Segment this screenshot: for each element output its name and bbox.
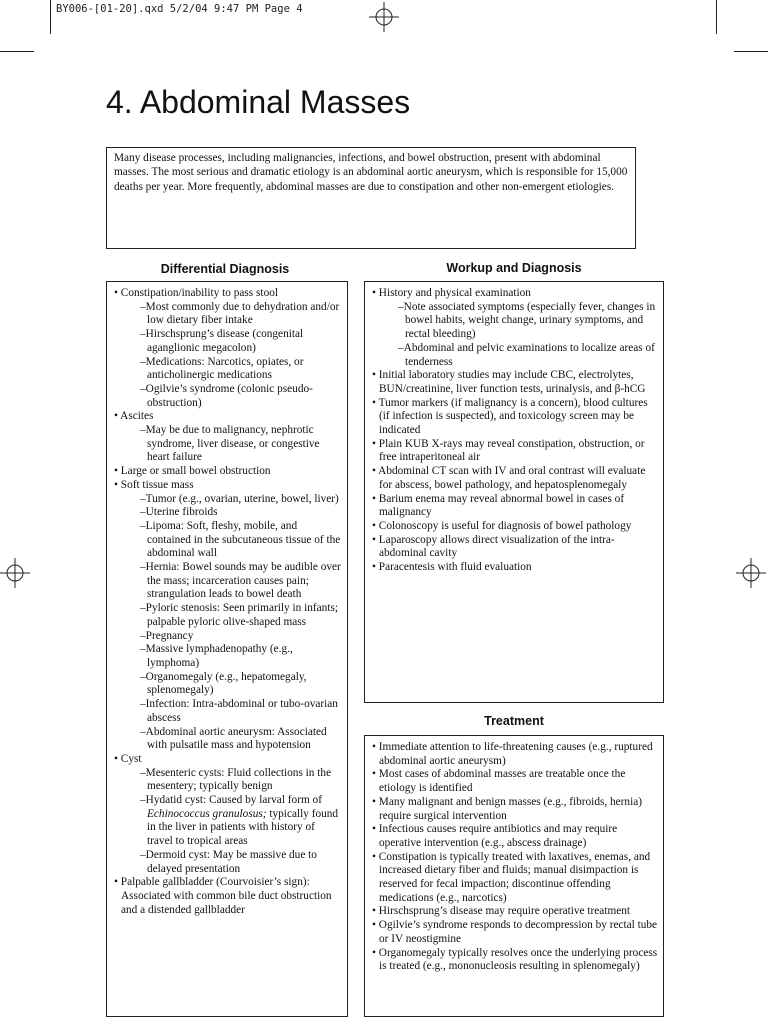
intro-box: Many disease processes, including malignancies, infections, and bowel obstruction, present with abdominal masses. The most serious and dramatic etiology is an abdominal aortic aneurysm, which is responsible for 15,000 deaths per year. More frequently, abdominal masses are due to constipation and other non-emergent etiologies. <box>106 147 636 249</box>
registration-mark-left-icon <box>0 558 30 588</box>
list-item <box>372 823 658 850</box>
list-item <box>372 561 658 575</box>
list-item-text: Laparoscopy allows direct visualization of the intra-abdominal cavity <box>378 533 615 560</box>
registration-mark-right-icon <box>736 558 766 588</box>
list-item <box>114 876 342 917</box>
list-item-text: Colonoscopy is useful for diagnosis of bowel pathology <box>378 519 632 532</box>
list-item-text: Hirschsprung’s disease may require operative treatment <box>378 905 631 918</box>
sub-list-item: – May be due to malignancy, nephrotic syndrome, liver disease, or congestive heart failure <box>121 424 342 465</box>
list-item-text: Most cases of abdominal masses are treatable once the etiology is identified <box>378 768 626 795</box>
sub-list <box>121 424 342 465</box>
list-item-text: Abdominal CT scan with IV and oral contrast will evaluate for abscess, bowel pathology, and hepatosplenomegaly <box>378 465 646 491</box>
trim-mark-top-right <box>716 0 717 34</box>
sub-list-item: – Infection: Intra-abdominal or tubo-ovarian abscess <box>121 698 342 725</box>
differential-box <box>106 281 348 1017</box>
workup-box <box>364 281 664 703</box>
sub-list <box>379 301 658 370</box>
list-item-text: Many malignant and benign masses (e.g., fibroids, hernia) require surgical intervention <box>378 795 642 822</box>
print-slug: BY006-[01-20].qxd 5/2/04 9:47 PM Page 4 <box>56 3 303 15</box>
list-item <box>372 493 658 520</box>
list-item <box>372 796 658 823</box>
page-title: 4. Abdominal Masses <box>106 84 411 120</box>
sub-list <box>121 493 342 753</box>
list-item-text: Plain KUB X-rays may reveal constipation, obstruction, or free intraperitoneal air <box>378 437 645 464</box>
list-item <box>372 851 658 906</box>
list-item-text: Tumor markers (if malignancy is a concern), blood cultures (if infection is suspected), and toxicology screen may be indicated <box>378 396 648 437</box>
treatment-heading: Treatment <box>484 714 544 728</box>
list-item-text: Ascites <box>120 410 154 423</box>
sub-list-item: – Dermoid cyst: May be massive due to delayed presentation <box>121 849 342 876</box>
list-item <box>114 465 342 479</box>
list-item <box>372 919 658 946</box>
treatment-list <box>372 741 658 974</box>
list-item <box>372 369 658 396</box>
list-item <box>372 768 658 795</box>
sub-list-item: – Abdominal and pelvic examinations to localize areas of tenderness <box>379 342 658 369</box>
trim-mark-left-horizontal <box>0 51 34 52</box>
list-item-text: Paracentesis with fluid evaluation <box>378 561 532 574</box>
list-item-text: Initial laboratory studies may include CBC, electrolytes, BUN/creatinine, liver function tests, urinalysis, and β-hCG <box>378 369 646 395</box>
workup-heading: Workup and Diagnosis <box>446 261 582 275</box>
sub-list-item: – Medications: Narcotics, opiates, or anticholinergic medications <box>121 356 342 383</box>
differential-list <box>114 287 342 917</box>
sub-list-item: – Uterine fibroids <box>121 506 342 520</box>
list-item-text: Palpable gallbladder (Courvoisier’s sign): Associated with common bile duct obstruction and a distended gallbladder <box>120 876 332 916</box>
sub-list-item: – Tumor (e.g., ovarian, uterine, bowel, liver) <box>121 493 342 507</box>
treatment-box <box>364 735 664 1017</box>
sub-list-item: – Pyloric stenosis: Seen primarily in infants; palpable pyloric olive-shaped mass <box>121 602 342 629</box>
sub-list <box>121 767 342 877</box>
sub-list <box>121 301 342 411</box>
list-item-text: Organomegaly typically resolves once the underlying process is treated (e.g., mononucleosis resulting in splenomegaly) <box>378 946 658 973</box>
sub-list-item: – Note associated symptoms (especially fever, changes in bowel habits, weight change, urinary symptoms, and rectal bleeding) <box>379 301 658 342</box>
sub-list-item: – Pregnancy <box>121 630 342 644</box>
list-item-text: Constipation is typically treated with laxatives, enemas, and increased dietary fiber and fluids; manual disimpaction is reserved for fecal impaction; discontinue offending medications (e.g., narcotics) <box>378 850 651 904</box>
sub-list-item: – Most commonly due to dehydration and/or low dietary fiber intake <box>121 301 342 328</box>
list-item-text: History and physical examination <box>378 287 531 299</box>
sub-list-item: – Abdominal aortic aneurysm: Associated with pulsatile mass and hypotension <box>121 726 342 753</box>
sub-list-item: – Ogilvie’s syndrome (colonic pseudo-obstruction) <box>121 383 342 410</box>
registration-mark-top-icon <box>369 2 399 32</box>
sub-list-item: – Mesenteric cysts: Fluid collections in the mesentery; typically benign <box>121 767 342 794</box>
sub-list-item: – Massive lymphadenopathy (e.g., lymphoma) <box>121 643 342 670</box>
list-item <box>114 753 342 876</box>
list-item <box>372 397 658 438</box>
sub-list-item: – Hernia: Bowel sounds may be audible over the mass; incarceration causes pain; strangulation leads to bowel death <box>121 561 342 602</box>
list-item-text: Cyst <box>120 752 142 765</box>
list-item-text: Soft tissue mass <box>120 478 194 491</box>
workup-list <box>372 287 658 575</box>
list-item <box>372 520 658 534</box>
differential-heading: Differential Diagnosis <box>160 262 290 276</box>
sub-list-item: – Lipoma: Soft, fleshy, mobile, and contained in the subcutaneous tissue of the abdominal wall <box>121 520 342 561</box>
list-item-text: Large or small bowel obstruction <box>120 465 271 478</box>
list-item <box>372 534 658 561</box>
sub-list-item: – Hydatid cyst: Caused by larval form of Echinococcus granulosus; typically found in the liver in patients with history of travel to tropical areas <box>121 794 342 849</box>
list-item <box>372 465 658 492</box>
list-item <box>114 479 342 753</box>
sub-list-item: – Hirschsprung’s disease (congenital aganglionic megacolon) <box>121 328 342 355</box>
list-item <box>372 905 658 919</box>
trim-mark-right-horizontal <box>734 51 768 52</box>
trim-mark-top-left <box>50 0 51 34</box>
list-item-text: Infectious causes require antibiotics and may require operative intervention (e.g., abscess drainage) <box>378 823 618 849</box>
list-item-text: Ogilvie’s syndrome responds to decompression by rectal tube or IV neostigmine <box>378 919 658 945</box>
list-item-text: Immediate attention to life-threatening causes (e.g., ruptured abdominal aortic aneurysm) <box>378 741 653 767</box>
list-item-text: Barium enema may reveal abnormal bowel in cases of malignancy <box>378 492 625 519</box>
list-item <box>372 287 658 369</box>
sub-list-item: – Organomegaly (e.g., hepatomegaly, splenomegaly) <box>121 671 342 698</box>
list-item <box>372 741 658 768</box>
list-item-text: Constipation/inability to pass stool <box>120 287 278 299</box>
list-item <box>372 438 658 465</box>
list-item <box>372 947 658 974</box>
list-item <box>114 410 342 465</box>
list-item <box>114 287 342 410</box>
